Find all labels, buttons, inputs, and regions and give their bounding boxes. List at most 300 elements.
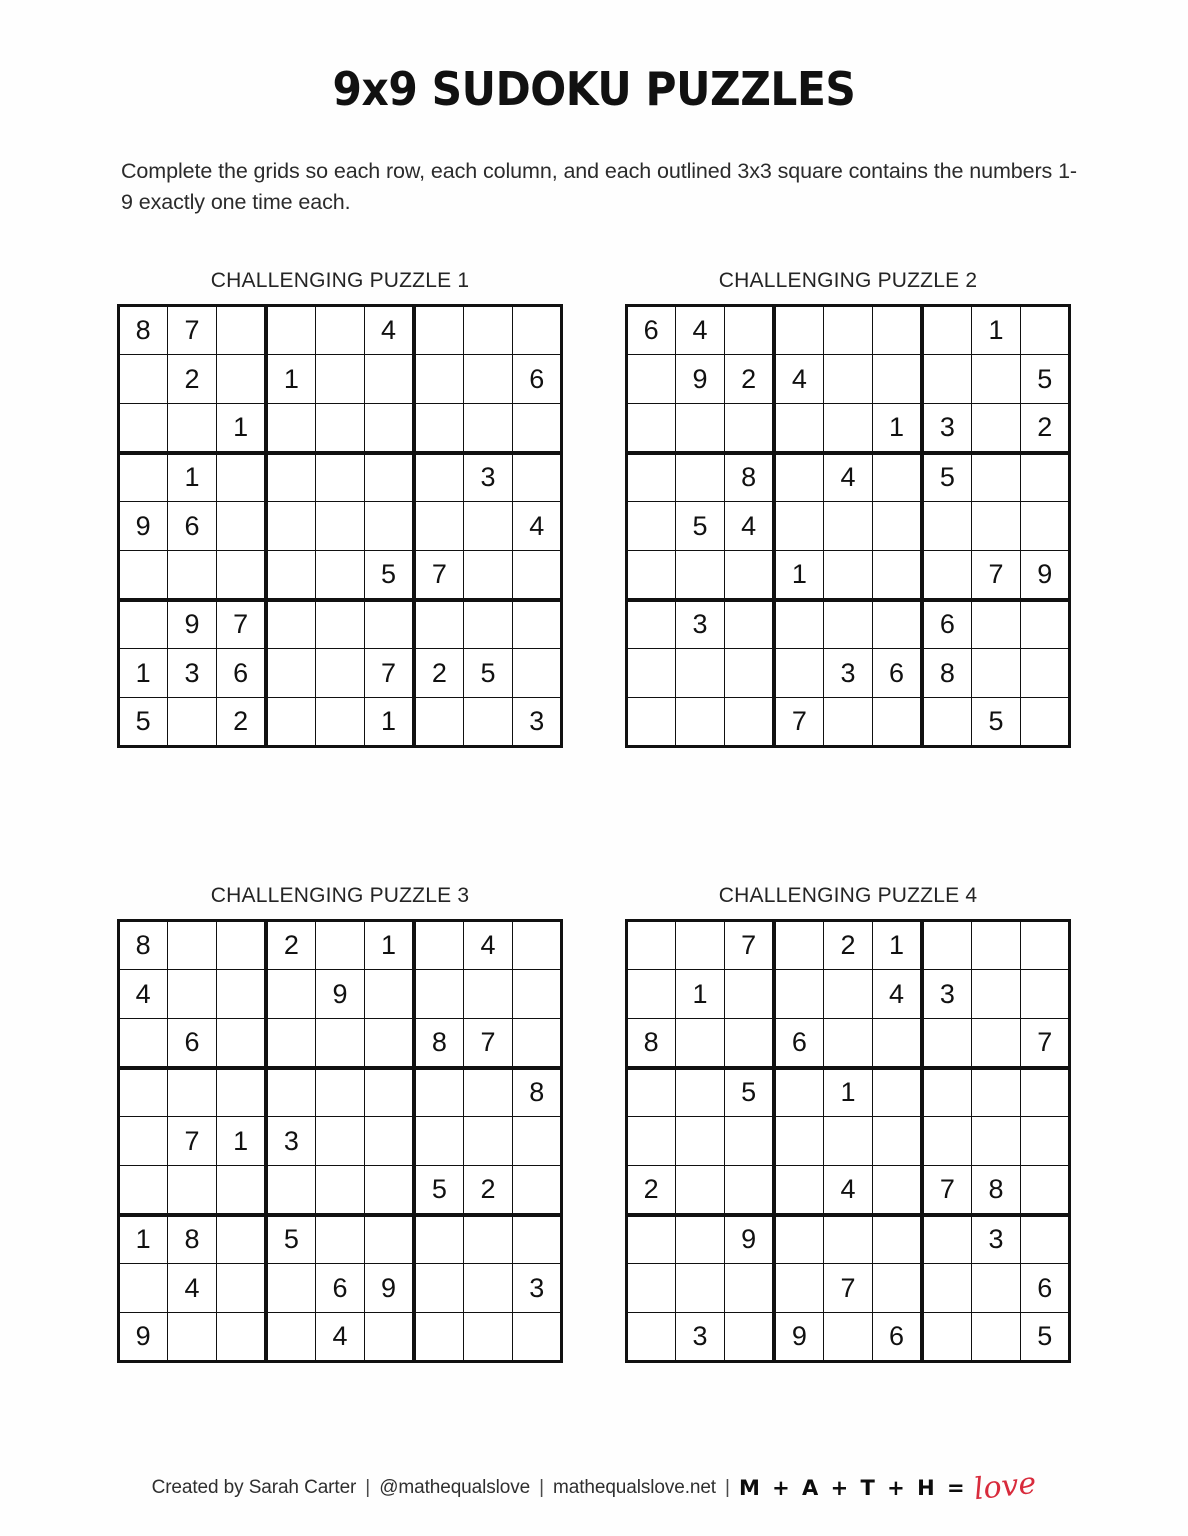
sudoku-cell-empty[interactable]	[971, 1117, 1020, 1166]
sudoku-cell-empty[interactable]	[266, 551, 315, 600]
sudoku-cell-empty[interactable]	[873, 1019, 922, 1068]
sudoku-cell-given[interactable]: 1	[118, 649, 167, 698]
sudoku-cell-empty[interactable]	[922, 306, 971, 355]
sudoku-cell-empty[interactable]	[774, 649, 823, 698]
sudoku-cell-empty[interactable]	[217, 1264, 266, 1313]
sudoku-cell-given[interactable]: 9	[118, 502, 167, 551]
sudoku-cell-empty[interactable]	[725, 404, 774, 453]
sudoku-cell-empty[interactable]	[823, 970, 872, 1019]
sudoku-cell-given[interactable]: 1	[971, 306, 1020, 355]
sudoku-cell-given[interactable]: 7	[922, 1166, 971, 1215]
sudoku-cell-given[interactable]: 3	[463, 453, 512, 502]
sudoku-cell-empty[interactable]	[1021, 970, 1070, 1019]
sudoku-cell-empty[interactable]	[266, 1264, 315, 1313]
sudoku-cell-empty[interactable]	[971, 600, 1020, 649]
sudoku-cell-empty[interactable]	[873, 502, 922, 551]
sudoku-cell-given[interactable]: 2	[626, 1166, 675, 1215]
sudoku-cell-empty[interactable]	[266, 306, 315, 355]
sudoku-cell-given[interactable]: 6	[873, 649, 922, 698]
sudoku-cell-empty[interactable]	[971, 921, 1020, 970]
sudoku-cell-empty[interactable]	[725, 649, 774, 698]
sudoku-cell-given[interactable]: 7	[414, 551, 463, 600]
sudoku-cell-empty[interactable]	[626, 1215, 675, 1264]
sudoku-cell-given[interactable]: 5	[922, 453, 971, 502]
sudoku-cell-empty[interactable]	[414, 1215, 463, 1264]
sudoku-cell-given[interactable]: 7	[167, 306, 216, 355]
sudoku-cell-empty[interactable]	[1021, 453, 1070, 502]
sudoku-cell-given[interactable]: 3	[513, 698, 562, 747]
sudoku-cell-given[interactable]: 3	[266, 1117, 315, 1166]
sudoku-cell-given[interactable]: 9	[725, 1215, 774, 1264]
sudoku-cell-empty[interactable]	[167, 404, 216, 453]
sudoku-cell-empty[interactable]	[823, 1215, 872, 1264]
sudoku-cell-empty[interactable]	[217, 970, 266, 1019]
sudoku-cell-empty[interactable]	[167, 698, 216, 747]
sudoku-cell-given[interactable]: 1	[873, 921, 922, 970]
sudoku-cell-empty[interactable]	[266, 1019, 315, 1068]
sudoku-cell-given[interactable]: 7	[1021, 1019, 1070, 1068]
sudoku-cell-empty[interactable]	[266, 970, 315, 1019]
sudoku-cell-given[interactable]: 7	[774, 698, 823, 747]
sudoku-cell-empty[interactable]	[463, 1068, 512, 1117]
sudoku-cell-given[interactable]: 7	[217, 600, 266, 649]
sudoku-cell-empty[interactable]	[1021, 1215, 1070, 1264]
sudoku-cell-empty[interactable]	[725, 1166, 774, 1215]
sudoku-cell-given[interactable]: 7	[823, 1264, 872, 1313]
sudoku-cell-empty[interactable]	[513, 404, 562, 453]
sudoku-cell-given[interactable]: 7	[971, 551, 1020, 600]
sudoku-cell-empty[interactable]	[922, 551, 971, 600]
sudoku-cell-empty[interactable]	[217, 502, 266, 551]
sudoku-cell-empty[interactable]	[315, 1019, 364, 1068]
sudoku-cell-empty[interactable]	[266, 649, 315, 698]
sudoku-cell-empty[interactable]	[217, 355, 266, 404]
sudoku-cell-empty[interactable]	[513, 600, 562, 649]
sudoku-cell-empty[interactable]	[873, 306, 922, 355]
sudoku-cell-given[interactable]: 1	[873, 404, 922, 453]
sudoku-cell-given[interactable]: 8	[118, 306, 167, 355]
sudoku-cell-empty[interactable]	[365, 502, 414, 551]
sudoku-cell-empty[interactable]	[971, 1019, 1020, 1068]
sudoku-cell-empty[interactable]	[217, 1019, 266, 1068]
sudoku-cell-empty[interactable]	[1021, 306, 1070, 355]
sudoku-cell-empty[interactable]	[675, 551, 724, 600]
sudoku-cell-given[interactable]: 5	[1021, 1313, 1070, 1362]
sudoku-cell-empty[interactable]	[971, 453, 1020, 502]
sudoku-cell-empty[interactable]	[167, 970, 216, 1019]
sudoku-cell-empty[interactable]	[675, 404, 724, 453]
sudoku-cell-empty[interactable]	[414, 970, 463, 1019]
sudoku-cell-empty[interactable]	[971, 1068, 1020, 1117]
sudoku-cell-given[interactable]: 6	[873, 1313, 922, 1362]
sudoku-cell-empty[interactable]	[823, 1313, 872, 1362]
sudoku-cell-empty[interactable]	[922, 1313, 971, 1362]
sudoku-cell-empty[interactable]	[167, 1068, 216, 1117]
sudoku-cell-empty[interactable]	[118, 551, 167, 600]
sudoku-cell-empty[interactable]	[513, 453, 562, 502]
sudoku-cell-given[interactable]: 5	[725, 1068, 774, 1117]
sudoku-cell-empty[interactable]	[414, 355, 463, 404]
sudoku-cell-empty[interactable]	[774, 600, 823, 649]
sudoku-cell-empty[interactable]	[626, 1264, 675, 1313]
sudoku-cell-empty[interactable]	[626, 1068, 675, 1117]
sudoku-cell-empty[interactable]	[315, 649, 364, 698]
sudoku-cell-empty[interactable]	[971, 355, 1020, 404]
sudoku-cell-empty[interactable]	[626, 453, 675, 502]
sudoku-cell-given[interactable]: 9	[118, 1313, 167, 1362]
sudoku-cell-given[interactable]: 5	[971, 698, 1020, 747]
sudoku-cell-given[interactable]: 3	[922, 970, 971, 1019]
sudoku-cell-given[interactable]: 4	[365, 306, 414, 355]
sudoku-cell-empty[interactable]	[365, 1166, 414, 1215]
sudoku-cell-empty[interactable]	[873, 1264, 922, 1313]
sudoku-cell-empty[interactable]	[513, 970, 562, 1019]
sudoku-cell-given[interactable]: 7	[463, 1019, 512, 1068]
sudoku-cell-empty[interactable]	[315, 921, 364, 970]
sudoku-cell-given[interactable]: 4	[823, 453, 872, 502]
sudoku-cell-empty[interactable]	[315, 1068, 364, 1117]
sudoku-cell-empty[interactable]	[414, 306, 463, 355]
sudoku-cell-empty[interactable]	[266, 453, 315, 502]
sudoku-cell-given[interactable]: 6	[167, 502, 216, 551]
sudoku-cell-empty[interactable]	[167, 551, 216, 600]
sudoku-cell-empty[interactable]	[1021, 1117, 1070, 1166]
sudoku-cell-empty[interactable]	[513, 921, 562, 970]
sudoku-cell-given[interactable]: 3	[675, 600, 724, 649]
sudoku-cell-empty[interactable]	[774, 306, 823, 355]
sudoku-cell-given[interactable]: 6	[513, 355, 562, 404]
sudoku-cell-empty[interactable]	[922, 1264, 971, 1313]
sudoku-cell-empty[interactable]	[1021, 921, 1070, 970]
sudoku-cell-empty[interactable]	[315, 453, 364, 502]
sudoku-cell-empty[interactable]	[463, 551, 512, 600]
sudoku-cell-empty[interactable]	[365, 355, 414, 404]
sudoku-cell-empty[interactable]	[823, 502, 872, 551]
sudoku-cell-given[interactable]: 2	[266, 921, 315, 970]
sudoku-cell-empty[interactable]	[414, 1117, 463, 1166]
sudoku-cell-empty[interactable]	[922, 1019, 971, 1068]
sudoku-cell-empty[interactable]	[922, 502, 971, 551]
sudoku-cell-empty[interactable]	[365, 404, 414, 453]
sudoku-cell-given[interactable]: 7	[167, 1117, 216, 1166]
sudoku-cell-empty[interactable]	[463, 1117, 512, 1166]
sudoku-cell-given[interactable]: 6	[167, 1019, 216, 1068]
sudoku-cell-empty[interactable]	[365, 1019, 414, 1068]
sudoku-cell-empty[interactable]	[463, 1313, 512, 1362]
sudoku-cell-empty[interactable]	[971, 970, 1020, 1019]
sudoku-cell-given[interactable]: 4	[315, 1313, 364, 1362]
sudoku-cell-empty[interactable]	[922, 355, 971, 404]
sudoku-cell-empty[interactable]	[725, 600, 774, 649]
sudoku-cell-empty[interactable]	[167, 921, 216, 970]
sudoku-cell-empty[interactable]	[626, 551, 675, 600]
sudoku-cell-empty[interactable]	[217, 1068, 266, 1117]
sudoku-cell-empty[interactable]	[365, 970, 414, 1019]
sudoku-cell-given[interactable]: 2	[823, 921, 872, 970]
sudoku-cell-given[interactable]: 6	[315, 1264, 364, 1313]
sudoku-cell-given[interactable]: 5	[365, 551, 414, 600]
sudoku-cell-empty[interactable]	[217, 306, 266, 355]
sudoku-cell-empty[interactable]	[414, 1264, 463, 1313]
sudoku-cell-empty[interactable]	[675, 1166, 724, 1215]
sudoku-cell-empty[interactable]	[365, 1117, 414, 1166]
sudoku-cell-empty[interactable]	[725, 1313, 774, 1362]
sudoku-cell-given[interactable]: 2	[217, 698, 266, 747]
sudoku-cell-empty[interactable]	[217, 1166, 266, 1215]
sudoku-cell-given[interactable]: 3	[675, 1313, 724, 1362]
sudoku-cell-empty[interactable]	[266, 502, 315, 551]
sudoku-cell-empty[interactable]	[626, 502, 675, 551]
sudoku-cell-empty[interactable]	[118, 1264, 167, 1313]
sudoku-cell-given[interactable]: 4	[774, 355, 823, 404]
sudoku-cell-empty[interactable]	[414, 600, 463, 649]
sudoku-cell-empty[interactable]	[513, 1117, 562, 1166]
sudoku-cell-empty[interactable]	[823, 551, 872, 600]
sudoku-cell-empty[interactable]	[823, 600, 872, 649]
sudoku-cell-empty[interactable]	[873, 1166, 922, 1215]
sudoku-cell-empty[interactable]	[725, 1264, 774, 1313]
sudoku-cell-empty[interactable]	[873, 1117, 922, 1166]
sudoku-cell-empty[interactable]	[774, 502, 823, 551]
sudoku-cell-empty[interactable]	[1021, 502, 1070, 551]
sudoku-cell-given[interactable]: 4	[167, 1264, 216, 1313]
sudoku-cell-empty[interactable]	[167, 1166, 216, 1215]
sudoku-cell-empty[interactable]	[414, 1313, 463, 1362]
sudoku-cell-empty[interactable]	[774, 970, 823, 1019]
sudoku-cell-given[interactable]: 6	[626, 306, 675, 355]
sudoku-cell-empty[interactable]	[971, 502, 1020, 551]
sudoku-cell-empty[interactable]	[823, 404, 872, 453]
sudoku-cell-given[interactable]: 9	[315, 970, 364, 1019]
sudoku-cell-empty[interactable]	[463, 1264, 512, 1313]
sudoku-cell-given[interactable]: 8	[922, 649, 971, 698]
sudoku-cell-given[interactable]: 1	[823, 1068, 872, 1117]
sudoku-cell-given[interactable]: 6	[922, 600, 971, 649]
sudoku-cell-empty[interactable]	[1021, 698, 1070, 747]
sudoku-cell-empty[interactable]	[118, 1117, 167, 1166]
sudoku-cell-empty[interactable]	[266, 698, 315, 747]
sudoku-cell-given[interactable]: 9	[675, 355, 724, 404]
sudoku-cell-given[interactable]: 2	[725, 355, 774, 404]
sudoku-cell-empty[interactable]	[513, 1215, 562, 1264]
sudoku-cell-given[interactable]: 5	[463, 649, 512, 698]
sudoku-cell-empty[interactable]	[315, 355, 364, 404]
sudoku-cell-given[interactable]: 8	[725, 453, 774, 502]
sudoku-cell-given[interactable]: 4	[725, 502, 774, 551]
sudoku-cell-given[interactable]: 3	[922, 404, 971, 453]
sudoku-cell-empty[interactable]	[463, 306, 512, 355]
sudoku-cell-empty[interactable]	[463, 502, 512, 551]
sudoku-cell-empty[interactable]	[626, 1313, 675, 1362]
sudoku-cell-empty[interactable]	[626, 600, 675, 649]
sudoku-cell-empty[interactable]	[922, 698, 971, 747]
sudoku-cell-given[interactable]: 7	[725, 921, 774, 970]
sudoku-cell-empty[interactable]	[675, 1068, 724, 1117]
sudoku-cell-empty[interactable]	[463, 600, 512, 649]
sudoku-cell-empty[interactable]	[873, 551, 922, 600]
sudoku-cell-empty[interactable]	[365, 453, 414, 502]
sudoku-cell-empty[interactable]	[626, 404, 675, 453]
sudoku-cell-given[interactable]: 6	[217, 649, 266, 698]
sudoku-cell-given[interactable]: 4	[463, 921, 512, 970]
sudoku-cell-empty[interactable]	[414, 502, 463, 551]
sudoku-cell-empty[interactable]	[675, 1215, 724, 1264]
sudoku-cell-empty[interactable]	[922, 921, 971, 970]
sudoku-cell-given[interactable]: 3	[823, 649, 872, 698]
sudoku-cell-empty[interactable]	[971, 404, 1020, 453]
sudoku-cell-empty[interactable]	[774, 921, 823, 970]
sudoku-cell-empty[interactable]	[725, 1019, 774, 1068]
sudoku-cell-empty[interactable]	[725, 1117, 774, 1166]
sudoku-cell-empty[interactable]	[774, 1264, 823, 1313]
sudoku-cell-empty[interactable]	[513, 1166, 562, 1215]
sudoku-cell-empty[interactable]	[414, 698, 463, 747]
sudoku-cell-empty[interactable]	[463, 404, 512, 453]
sudoku-cell-given[interactable]: 1	[365, 921, 414, 970]
sudoku-cell-empty[interactable]	[266, 1313, 315, 1362]
sudoku-cell-empty[interactable]	[118, 600, 167, 649]
sudoku-cell-given[interactable]: 4	[873, 970, 922, 1019]
sudoku-cell-empty[interactable]	[922, 1117, 971, 1166]
sudoku-cell-empty[interactable]	[725, 698, 774, 747]
sudoku-cell-empty[interactable]	[774, 1215, 823, 1264]
sudoku-cell-empty[interactable]	[414, 453, 463, 502]
sudoku-cell-empty[interactable]	[315, 1215, 364, 1264]
sudoku-cell-empty[interactable]	[675, 649, 724, 698]
sudoku-cell-empty[interactable]	[626, 921, 675, 970]
sudoku-cell-given[interactable]: 8	[971, 1166, 1020, 1215]
sudoku-cell-given[interactable]: 5	[118, 698, 167, 747]
sudoku-cell-empty[interactable]	[315, 404, 364, 453]
sudoku-cell-empty[interactable]	[118, 1166, 167, 1215]
sudoku-cell-empty[interactable]	[823, 698, 872, 747]
sudoku-cell-given[interactable]: 5	[675, 502, 724, 551]
sudoku-cell-given[interactable]: 8	[118, 921, 167, 970]
sudoku-cell-given[interactable]: 3	[167, 649, 216, 698]
sudoku-cell-given[interactable]: 4	[513, 502, 562, 551]
sudoku-cell-given[interactable]: 1	[167, 453, 216, 502]
sudoku-cell-given[interactable]: 1	[217, 404, 266, 453]
sudoku-cell-empty[interactable]	[626, 355, 675, 404]
sudoku-cell-given[interactable]: 5	[1021, 355, 1070, 404]
sudoku-cell-empty[interactable]	[873, 698, 922, 747]
sudoku-cell-empty[interactable]	[626, 970, 675, 1019]
sudoku-cell-empty[interactable]	[315, 698, 364, 747]
sudoku-cell-given[interactable]: 4	[118, 970, 167, 1019]
sudoku-cell-empty[interactable]	[266, 1068, 315, 1117]
sudoku-cell-empty[interactable]	[1021, 649, 1070, 698]
sudoku-cell-empty[interactable]	[266, 600, 315, 649]
sudoku-cell-empty[interactable]	[774, 404, 823, 453]
sudoku-cell-given[interactable]: 4	[675, 306, 724, 355]
sudoku-cell-empty[interactable]	[266, 404, 315, 453]
sudoku-cell-empty[interactable]	[626, 698, 675, 747]
sudoku-cell-empty[interactable]	[873, 453, 922, 502]
sudoku-cell-given[interactable]: 2	[463, 1166, 512, 1215]
sudoku-cell-given[interactable]: 1	[217, 1117, 266, 1166]
sudoku-cell-empty[interactable]	[513, 1019, 562, 1068]
sudoku-cell-empty[interactable]	[922, 1215, 971, 1264]
sudoku-cell-empty[interactable]	[315, 1166, 364, 1215]
sudoku-cell-empty[interactable]	[118, 1068, 167, 1117]
sudoku-cell-empty[interactable]	[971, 1313, 1020, 1362]
sudoku-cell-empty[interactable]	[513, 1313, 562, 1362]
sudoku-cell-empty[interactable]	[463, 1215, 512, 1264]
sudoku-cell-given[interactable]: 9	[774, 1313, 823, 1362]
sudoku-cell-empty[interactable]	[873, 600, 922, 649]
sudoku-cell-empty[interactable]	[167, 1313, 216, 1362]
sudoku-cell-empty[interactable]	[1021, 1166, 1070, 1215]
sudoku-cell-empty[interactable]	[675, 698, 724, 747]
sudoku-cell-given[interactable]: 2	[414, 649, 463, 698]
sudoku-cell-empty[interactable]	[823, 306, 872, 355]
sudoku-cell-empty[interactable]	[725, 306, 774, 355]
sudoku-cell-given[interactable]: 3	[513, 1264, 562, 1313]
sudoku-cell-empty[interactable]	[774, 1166, 823, 1215]
sudoku-cell-given[interactable]: 8	[167, 1215, 216, 1264]
sudoku-cell-empty[interactable]	[725, 970, 774, 1019]
sudoku-cell-given[interactable]: 9	[365, 1264, 414, 1313]
sudoku-cell-empty[interactable]	[513, 551, 562, 600]
sudoku-cell-given[interactable]: 8	[626, 1019, 675, 1068]
sudoku-cell-empty[interactable]	[1021, 600, 1070, 649]
sudoku-cell-given[interactable]: 3	[971, 1215, 1020, 1264]
sudoku-cell-empty[interactable]	[675, 453, 724, 502]
sudoku-cell-empty[interactable]	[463, 970, 512, 1019]
sudoku-cell-empty[interactable]	[414, 921, 463, 970]
sudoku-cell-empty[interactable]	[217, 1313, 266, 1362]
sudoku-cell-given[interactable]: 2	[1021, 404, 1070, 453]
sudoku-cell-empty[interactable]	[217, 1215, 266, 1264]
sudoku-cell-empty[interactable]	[315, 1117, 364, 1166]
sudoku-cell-given[interactable]: 9	[1021, 551, 1070, 600]
sudoku-cell-empty[interactable]	[217, 921, 266, 970]
sudoku-cell-empty[interactable]	[217, 551, 266, 600]
sudoku-cell-given[interactable]: 1	[365, 698, 414, 747]
sudoku-cell-given[interactable]: 1	[675, 970, 724, 1019]
sudoku-cell-given[interactable]: 2	[167, 355, 216, 404]
sudoku-cell-empty[interactable]	[823, 1117, 872, 1166]
sudoku-cell-given[interactable]: 7	[365, 649, 414, 698]
sudoku-cell-empty[interactable]	[1021, 1068, 1070, 1117]
sudoku-cell-empty[interactable]	[217, 453, 266, 502]
sudoku-cell-empty[interactable]	[626, 649, 675, 698]
sudoku-cell-empty[interactable]	[873, 1068, 922, 1117]
sudoku-cell-empty[interactable]	[626, 1117, 675, 1166]
sudoku-cell-empty[interactable]	[675, 1117, 724, 1166]
sudoku-cell-empty[interactable]	[463, 698, 512, 747]
sudoku-cell-empty[interactable]	[725, 551, 774, 600]
sudoku-cell-empty[interactable]	[823, 1019, 872, 1068]
sudoku-cell-empty[interactable]	[315, 551, 364, 600]
sudoku-cell-empty[interactable]	[513, 306, 562, 355]
sudoku-cell-given[interactable]: 5	[414, 1166, 463, 1215]
sudoku-cell-given[interactable]: 8	[414, 1019, 463, 1068]
sudoku-cell-empty[interactable]	[365, 600, 414, 649]
sudoku-cell-empty[interactable]	[118, 404, 167, 453]
sudoku-cell-empty[interactable]	[266, 1166, 315, 1215]
sudoku-cell-empty[interactable]	[922, 1068, 971, 1117]
sudoku-cell-empty[interactable]	[315, 502, 364, 551]
sudoku-cell-empty[interactable]	[774, 453, 823, 502]
sudoku-cell-empty[interactable]	[463, 355, 512, 404]
sudoku-cell-empty[interactable]	[118, 355, 167, 404]
sudoku-cell-empty[interactable]	[365, 1313, 414, 1362]
sudoku-cell-empty[interactable]	[774, 1068, 823, 1117]
sudoku-cell-given[interactable]: 4	[823, 1166, 872, 1215]
sudoku-cell-given[interactable]: 6	[1021, 1264, 1070, 1313]
sudoku-cell-empty[interactable]	[971, 1264, 1020, 1313]
